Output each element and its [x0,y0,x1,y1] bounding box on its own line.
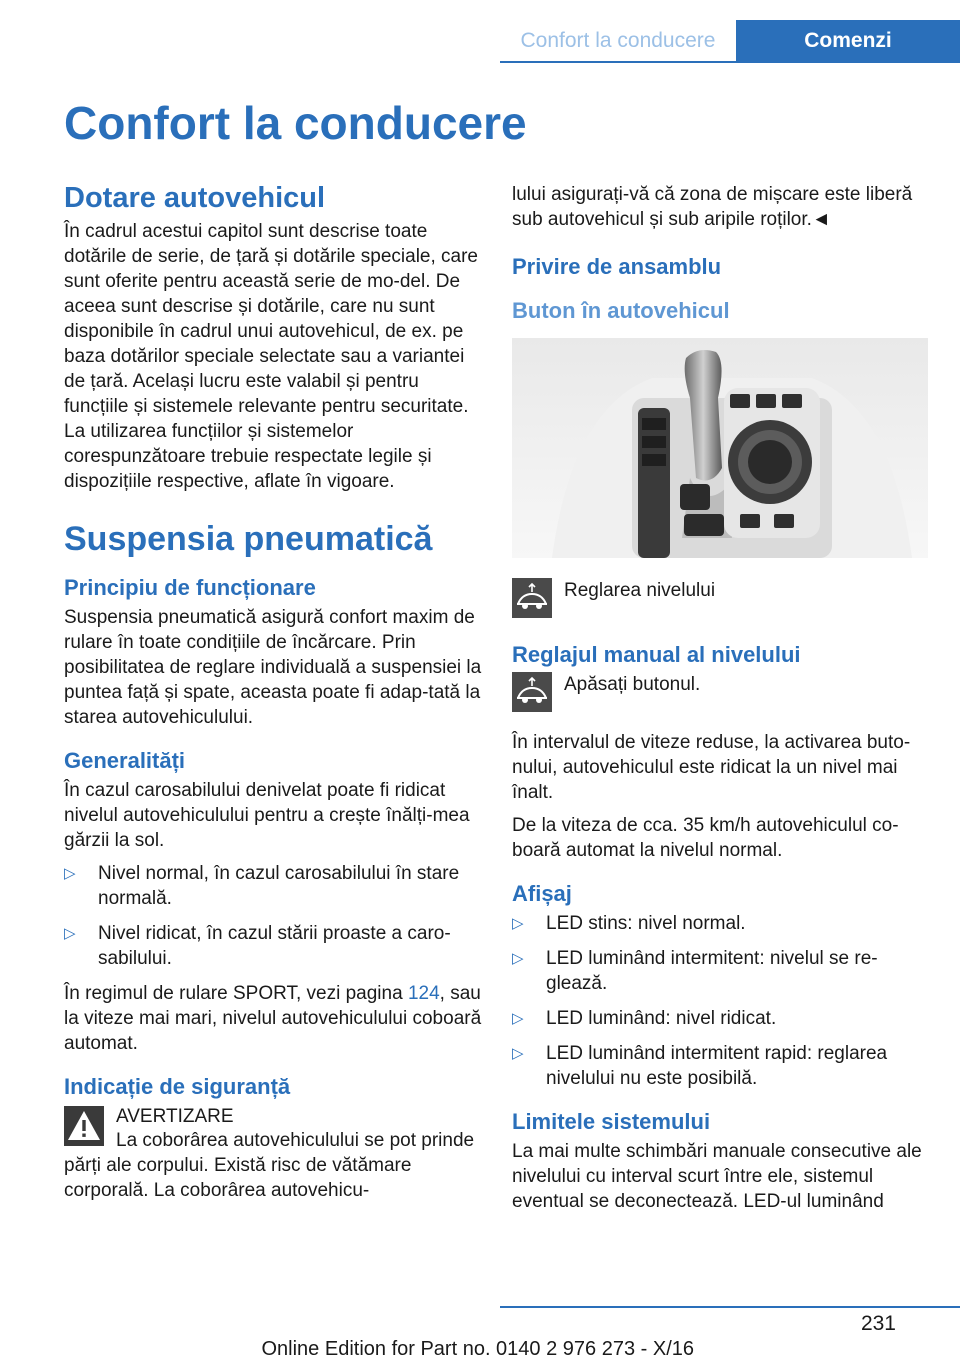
warning-continuation: lului asigurați-vă că zona de mișcare este liberă sub autovehicul și sub aripile roților.◄ [512,184,913,230]
instruction-apasati: Apăsați butonul. [512,672,932,714]
warning-triangle-icon [64,1106,104,1146]
dotare-paragraph: În cadrul acestui capitol sunt descrise toate dotările de serie, de țară și dotările speciale, care sunt oferite pentru această serie de mo-del. De aceea sunt descrise și dotările, care nu sunt disponibile în cadrul unui autovehicul, de ex. pe baza dotărilor speciale selectate sau a variantei de țară. Același lucru este valabil și pentru funcțiile și sistemele relevante pentru securitate. La utilizarea funcțiilor și sistemelor corespunzătoare trebuie respectate legile și dispozițiile respective, aflate în vigoare. [64,221,479,492]
header-tab-section: Confort la conducere [500,20,736,62]
afisaj-list [512,911,932,1091]
subsection-title-indicatie: Indicație de siguranță [64,1074,291,1099]
subsection-title-afisaj: Afișaj [512,881,572,906]
reglaj-paragraph-2: De la viteza de cca. 35 km/h autovehiculul co-boară automat la nivelul normal. [512,815,899,861]
triangle-bullet-icon: ▷ [64,865,76,882]
header-tab-chapter: Comenzi [736,20,960,62]
warning-label: AVERTIZARE [116,1106,234,1127]
list-item: ▷ Nivel normal, în cazul carosabilului în stare normală. [64,863,460,909]
list-item: ▷ LED luminând intermitent rapid: reglarea nivelului nu este posibilă. [512,1043,888,1089]
subsection-title-limitele: Limitele sistemului [512,1109,711,1134]
principiu-paragraph: Suspensia pneumatică asigură confort maxim de rulare în toate condițiile de încărcare. Prin posibilitatea de reglare individuală a suspensiei la puntea față și spate, aceasta poate fi adap-tată la starea autovehiculului. [64,607,482,728]
warning-block [64,1104,482,1156]
right-column [512,182,932,1222]
list-item: ▷ Nivel ridicat, în cazul stării proaste a caro-sabilului. [64,923,451,969]
section-title-dotare: Dotare autovehicul [64,182,326,214]
subsection-title-principiu: Principiu de funcționare [64,575,316,600]
triangle-bullet-icon: ▷ [512,1045,524,1062]
center-console-photo [512,338,928,558]
caption-reglarea: Reglarea nivelului [512,578,932,620]
generalitati-paragraph: În cazul carosabilului denivelat poate fi ridicat nivelul autovehiculului pentru a crește înălți-mea gărzii la sol. [64,780,470,851]
subsection-title-reglaj: Reglajul manual al nivelului [512,642,801,667]
limitele-paragraph: La mai multe schimbări manuale consecutive ale nivelului cu interval scurt între ele, sistemul eventual se deconectează. LED-ul luminând [512,1141,922,1212]
edition-note: Online Edition for Part no. 0140 2 976 273 - X/16 [261,1338,694,1360]
list-item: ▷ LED luminând intermitent: nivelul se re-glează. [512,948,878,994]
header-divider [500,61,960,63]
list-item: ▷ LED luminând: nivel ridicat. [512,1008,777,1029]
subsection-title-privire: Privire de ansamblu [512,254,722,279]
subsection-title-buton: Buton în autovehicul [512,298,730,323]
triangle-bullet-icon: ▷ [64,925,76,942]
triangle-bullet-icon: ▷ [512,915,524,932]
footer-divider [500,1306,960,1308]
reglaj-paragraph-1: În intervalul de viteze reduse, la activarea buto-nului, autovehiculul este ridicat la un nivel mai înalt. [512,732,911,803]
page-number: 231 [860,1312,896,1335]
page-link-124[interactable]: 124 [407,983,440,1004]
level-adjust-icon [512,672,552,712]
level-adjust-icon [512,578,552,618]
left-column [64,182,482,1211]
list-item: ▷ LED stins: nivel normal. [512,913,746,934]
warning-paragraph: La coborârea autovehiculului se pot prinde părți ale corpului. Există risc de vătămare corporală. La coborârea autovehicu- [64,1130,475,1201]
triangle-bullet-icon: ▷ [512,1010,524,1027]
triangle-bullet-icon: ▷ [512,950,524,967]
page-title: Confort la conducere [64,97,527,149]
section-title-suspensie: Suspensia pneumatică [64,520,433,558]
generalitati-list [64,861,482,971]
subsection-title-generalitati: Generalități [64,748,186,773]
sport-paragraph: În regimul de rulare SPORT, vezi pagina 124, sau la viteze mai mari, nivelul autovehiculului coboară automat. [64,983,482,1054]
